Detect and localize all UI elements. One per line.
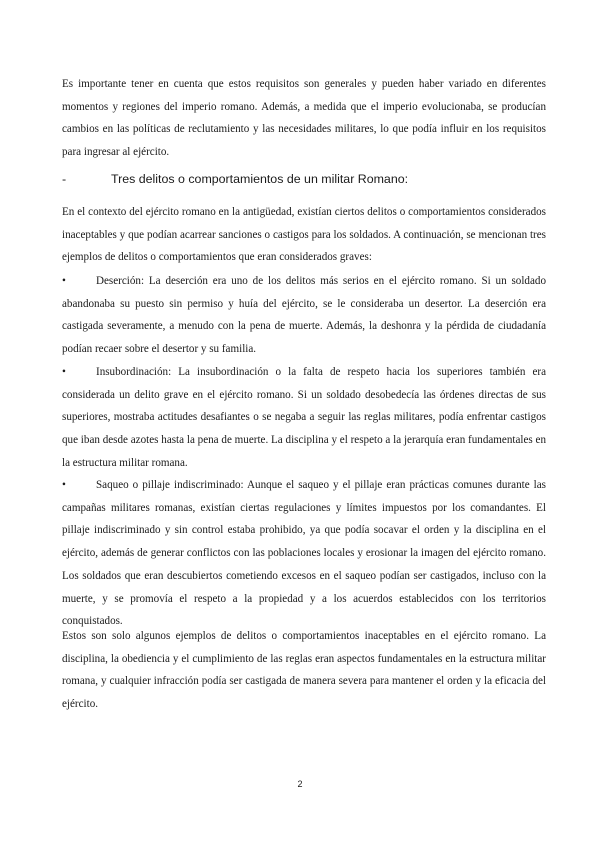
- heading-dash-marker: -: [62, 172, 67, 186]
- bullet-text: Insubordinación: La insubordinación o la falta de respeto hacia los superiores también era considerada un delito grave en el ejército romano. Si un soldado desobedecía las órdenes directas de sus superiores, mostraba actitudes desafiantes o se negaba a seguir las reglas militares, podía enfrentar castigos que iban desde azotes hasta la pena de muerte. La disciplina y el respeto a la jerarquía eran fundamentales en la estructura militar romana.: [62, 366, 546, 469]
- heading-text: Tres delitos o comportamientos de un militar Romano:: [111, 172, 409, 186]
- bullet-marker: •: [62, 275, 66, 287]
- bullet-desercion: [62, 270, 546, 361]
- page-number: 2: [297, 779, 303, 789]
- closing-paragraph: Estos son solo algunos ejemplos de delitos o comportamientos inaceptables en el ejército romano. La disciplina, la obediencia y el cumplimiento de las reglas eran aspectos fundamentales en la estructura militar romana, y cualquier infracción podía ser castigada de manera severa para mantener el orden y la eficacia del ejército.: [62, 630, 546, 711]
- intro-paragraph: Es importante tener en cuenta que estos requisitos son generales y pueden haber variado en diferentes momentos y regiones del imperio romano. Además, a medida que el imperio evolucionaba, se producían cambios en las políticas de reclutamiento y las necesidades militares, lo que podía influir en los requisitos para ingresar al ejército.: [62, 78, 546, 159]
- bullet-text: Deserción: La deserción era uno de los delitos más serios en el ejército romano. Si un soldado abandonaba su puesto sin permiso y huía del ejército, se le consideraba un desertor. La deserción era castigada severamente, a menudo con la pena de muerte. Además, la deshonra y la pérdida de ciudadanía podían recaer sobre el desertor y su familia.: [62, 275, 546, 356]
- bullet-insubordinacion: [62, 361, 546, 475]
- bullet-marker: •: [62, 479, 66, 491]
- bullet-text: Saqueo o pillaje indiscriminado: Aunque el saqueo y el pillaje eran prácticas comunes durante las campañas militares romanas, existían ciertas regulaciones y límites impuestos por los comandantes. El pillaje indiscriminado y sin control estaba prohibido, ya que podía socavar el orden y la disciplina en el ejército, además de generar conflictos con las poblaciones locales y erosionar la imagen del ejército romano. Los soldados que eran descubiertos cometiendo excesos en el saqueo podían ser castigados, incluso con la muerte, y se promovía el respeto a la propiedad y a los acuerdos establecidos con los territorios conquistados.: [62, 479, 546, 628]
- bullet-saqueo: [62, 474, 546, 633]
- bullet-marker: •: [62, 366, 66, 378]
- context-paragraph: En el contexto del ejército romano en la antigüedad, existían ciertos delitos o comportamientos considerados inaceptables y que podían acarrear sanciones o castigos para los soldados. A continuación, se mencionan tres ejemplos de delitos o comportamientos que eran considerados graves:: [62, 206, 546, 264]
- section-heading: [62, 169, 546, 189]
